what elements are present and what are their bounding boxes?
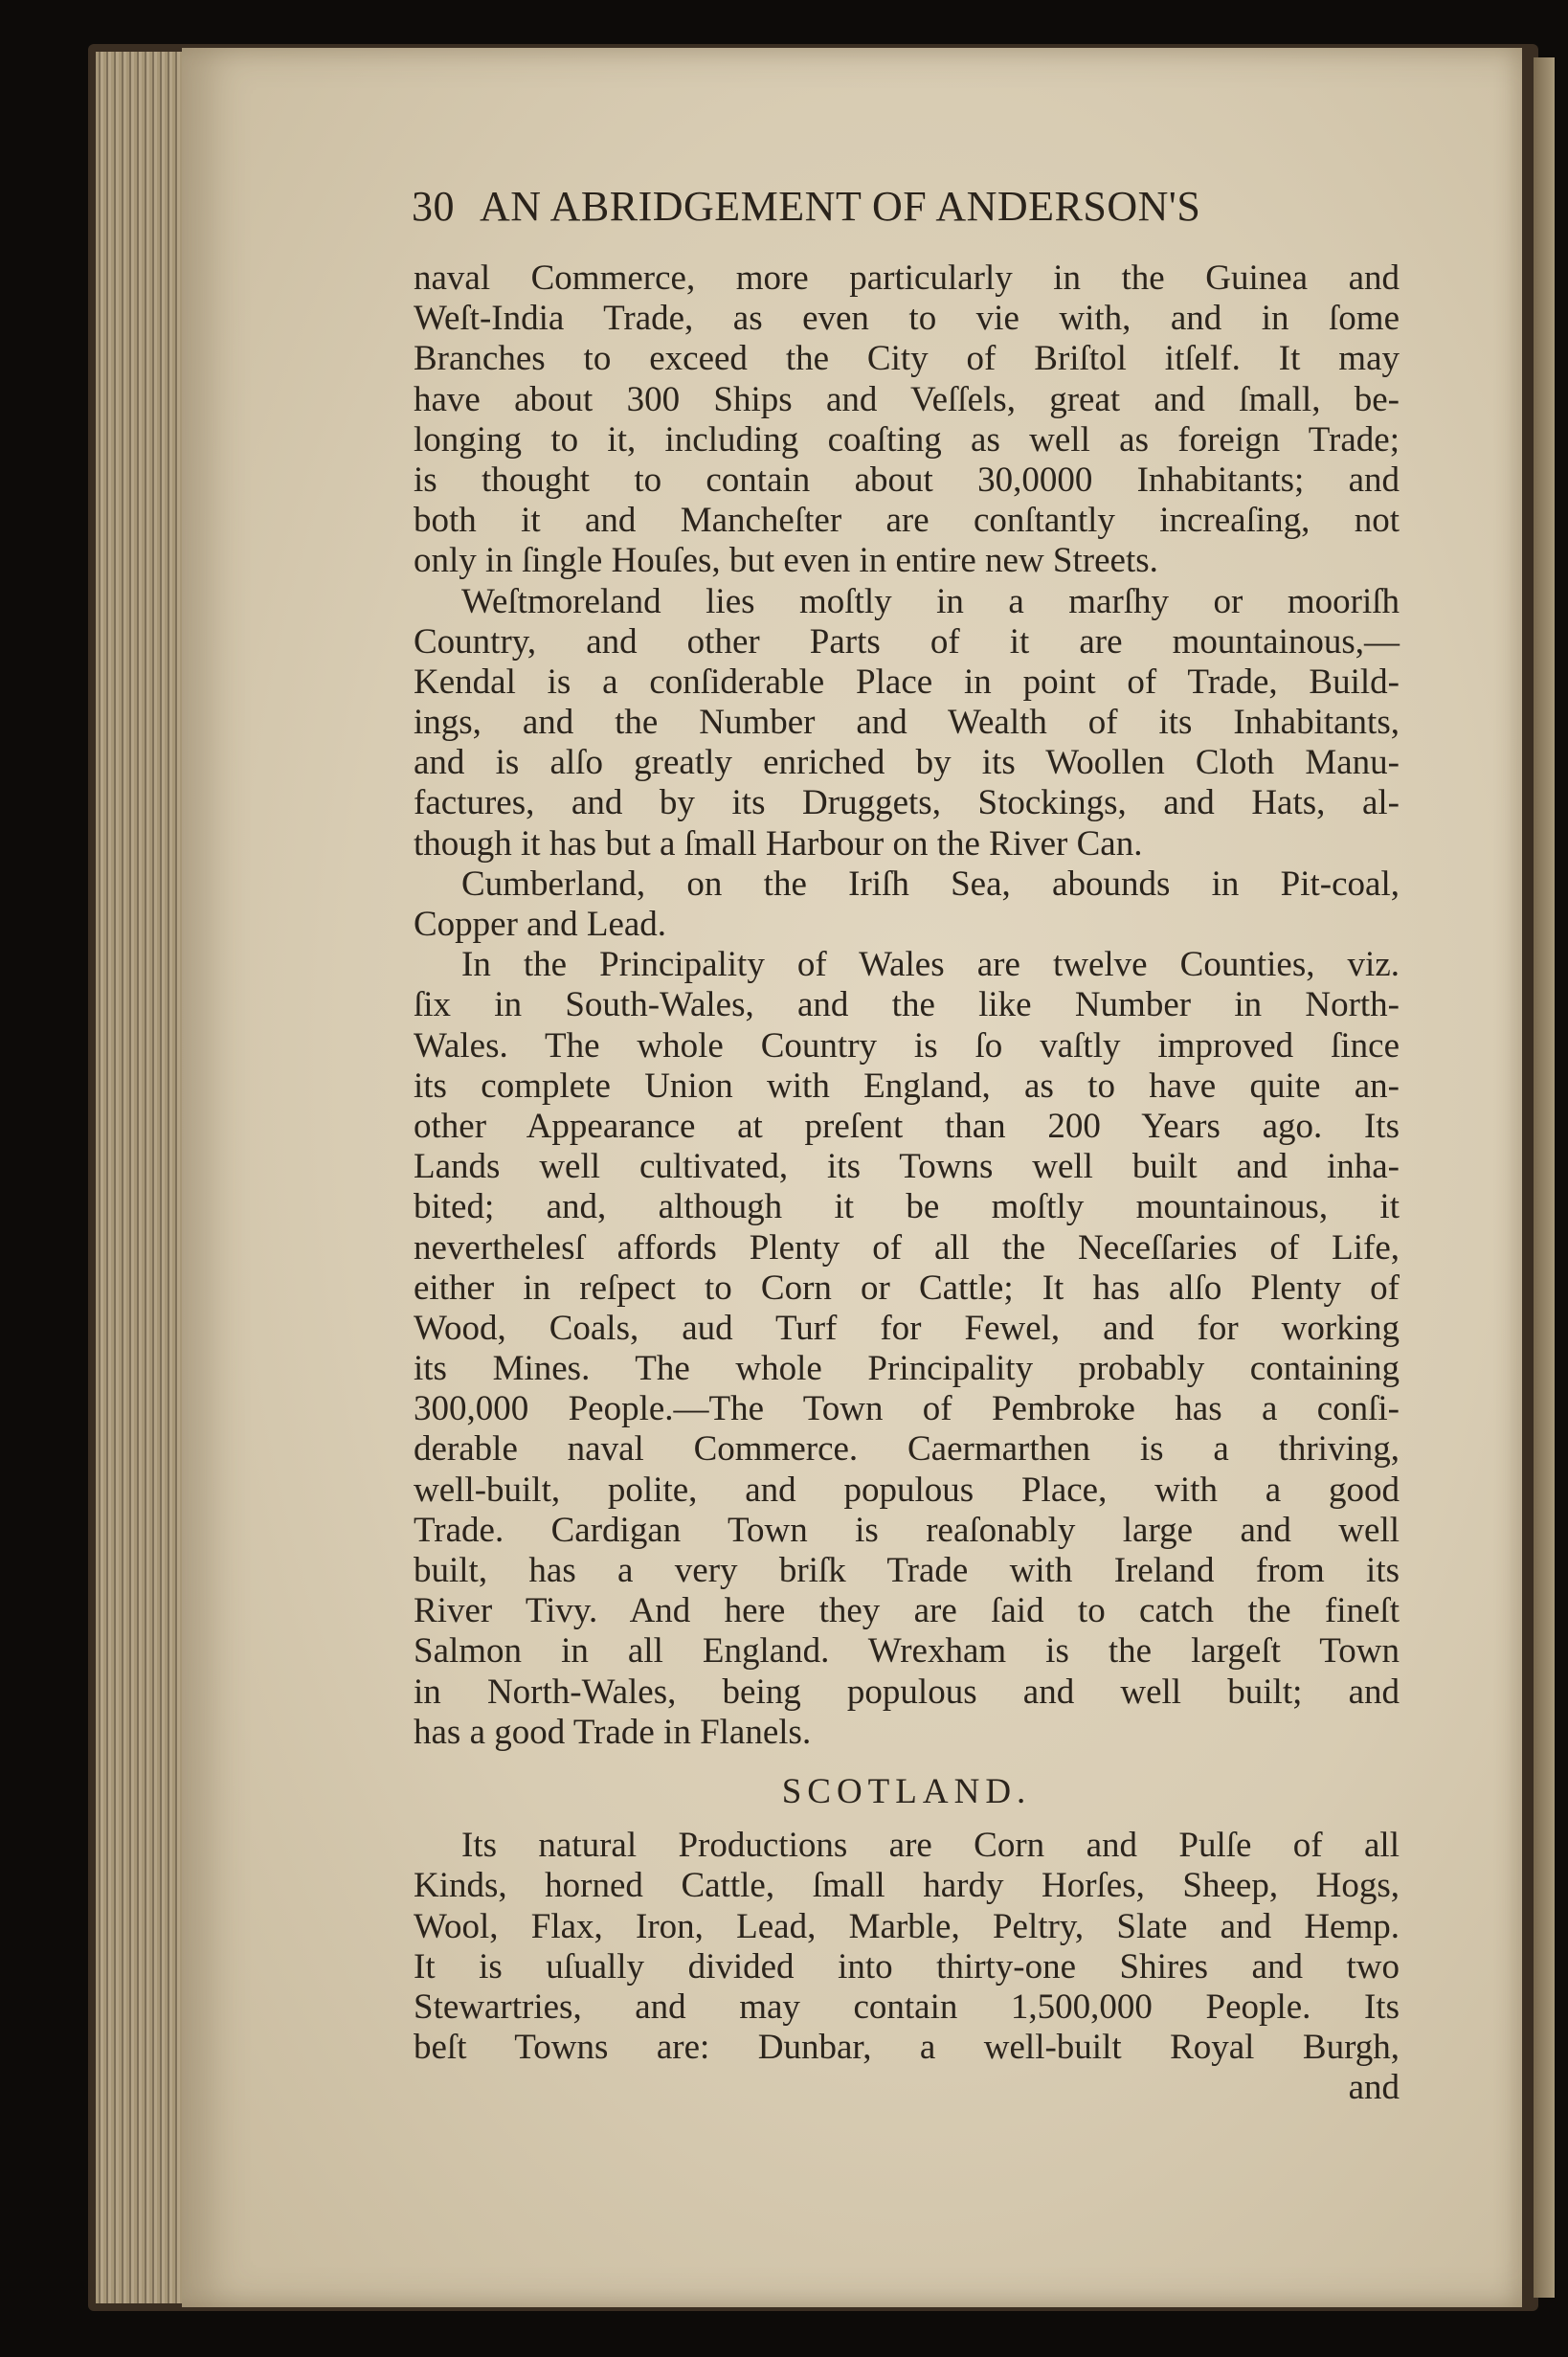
text-line: Wales. The whole Country is ſo vaſtly improved ſince bbox=[414, 1025, 1400, 1066]
text-line: ings, and the Number and Wealth of its Inhabitants, bbox=[414, 703, 1400, 743]
text-line: have about 300 Ships and Veſſels, great and ſmall, be- bbox=[414, 379, 1400, 419]
text-line: well-built, polite, and populous Place, with a good bbox=[414, 1470, 1400, 1510]
text-line: either in reſpect to Corn or Cattle; It has alſo Plenty of bbox=[414, 1268, 1400, 1308]
text-line: Wool, Flax, Iron, Lead, Marble, Peltry, Slate and Hemp. bbox=[414, 1906, 1400, 1946]
running-title: AN ABRIDGEMENT OF ANDERSON'S bbox=[480, 183, 1201, 230]
text-line: in North-Wales, being populous and well built; and bbox=[414, 1672, 1400, 1712]
text-line: neverthelesſ affords Plenty of all the Neceſſaries of Life, bbox=[414, 1227, 1400, 1268]
text-line: Cumberland, on the Iriſh Sea, abounds in Pit-coal, bbox=[461, 864, 1400, 904]
text-line: bited; and, although it be moſtly mountainous, it bbox=[414, 1187, 1400, 1227]
running-head bbox=[412, 182, 1378, 231]
text-line: its Mines. The whole Principality probably containing bbox=[414, 1349, 1400, 1389]
text-line: beſt Towns are: Dunbar, a well-built Royal Burgh, bbox=[414, 2028, 1400, 2068]
text-line: Copper and Lead. bbox=[414, 905, 667, 944]
text-line: ſix in South-Wales, and the like Number in North- bbox=[414, 985, 1400, 1025]
text-line: only in ſingle Houſes, but even in entire new Streets. bbox=[414, 541, 1158, 581]
text-line: Lands well cultivated, its Towns well built and inha- bbox=[414, 1147, 1400, 1187]
text-line: naval Commerce, more particularly in the Guinea and bbox=[414, 258, 1400, 298]
text-line: though it has but a ſmall Harbour on the River Can. bbox=[414, 823, 1143, 864]
text-line: Kendal is a conſiderable Place in point of Trade, Build- bbox=[414, 662, 1400, 702]
facing-page-edge bbox=[1534, 57, 1555, 2298]
text-line: factures, and by its Druggets, Stockings, and Hats, al- bbox=[414, 783, 1400, 823]
section-heading: SCOTLAND. bbox=[781, 1771, 1032, 1811]
text-line: Wood, Coals, aud Turf for Fewel, and for working bbox=[414, 1308, 1400, 1348]
text-line: other Appearance at preſent than 200 Years ago. Its bbox=[414, 1106, 1400, 1146]
text-line: derable naval Commerce. Caermarthen is a thriving, bbox=[414, 1429, 1400, 1470]
text-line: Branches to exceed the City of Briſtol itſelf. It may bbox=[414, 339, 1400, 379]
text-line: River Tivy. And here they are ſaid to catch the fineſt bbox=[414, 1591, 1400, 1631]
text-line: Weſt-India Trade, as even to vie with, and in ſome bbox=[414, 299, 1400, 339]
text-line: Salmon in all England. Wrexham is the largeſt Town bbox=[414, 1631, 1400, 1672]
text-line: built, has a very briſk Trade with Ireland from its bbox=[414, 1551, 1400, 1590]
text-line: has a good Trade in Flanels. bbox=[414, 1712, 812, 1752]
text-line: is thought to contain about 30,0000 Inhabitants; and bbox=[414, 460, 1400, 500]
text-line: Its natural Productions are Corn and Pulſe of all bbox=[461, 1826, 1400, 1866]
text-line: Weſtmoreland lies moſtly in a marſhy or mooriſh bbox=[461, 581, 1400, 621]
text-line: 300,000 People.—The Town of Pembroke has a conſi- bbox=[414, 1389, 1400, 1429]
text-line: its complete Union with England, as to have quite an- bbox=[414, 1066, 1400, 1106]
text-line: It is uſually divided into thirty-one Shires and two bbox=[414, 1946, 1400, 1987]
text-line: Stewartries, and may contain 1,500,000 People. Its bbox=[414, 1987, 1400, 2027]
text-line: Trade. Cardigan Town is reaſonably large and well bbox=[414, 1510, 1400, 1550]
text-line: Kinds, horned Cattle, ſmall hardy Horſes, Sheep, Hogs, bbox=[414, 1866, 1400, 1906]
text-line: both it and Mancheſter are conſtantly increaſing, not bbox=[414, 501, 1400, 541]
text-line: Country, and other Parts of it are mountainous,— bbox=[414, 621, 1400, 662]
page-number: 30 bbox=[412, 183, 455, 230]
text-line: and is alſo greatly enriched by its Woollen Cloth Manu- bbox=[414, 743, 1400, 783]
catchword: and bbox=[1348, 2068, 1400, 2108]
body-text bbox=[414, 258, 1400, 2108]
text-line: In the Principality of Wales are twelve Counties, viz. bbox=[461, 945, 1400, 985]
text-line: longing to it, including coaſting as well as foreign Trade; bbox=[414, 419, 1400, 460]
